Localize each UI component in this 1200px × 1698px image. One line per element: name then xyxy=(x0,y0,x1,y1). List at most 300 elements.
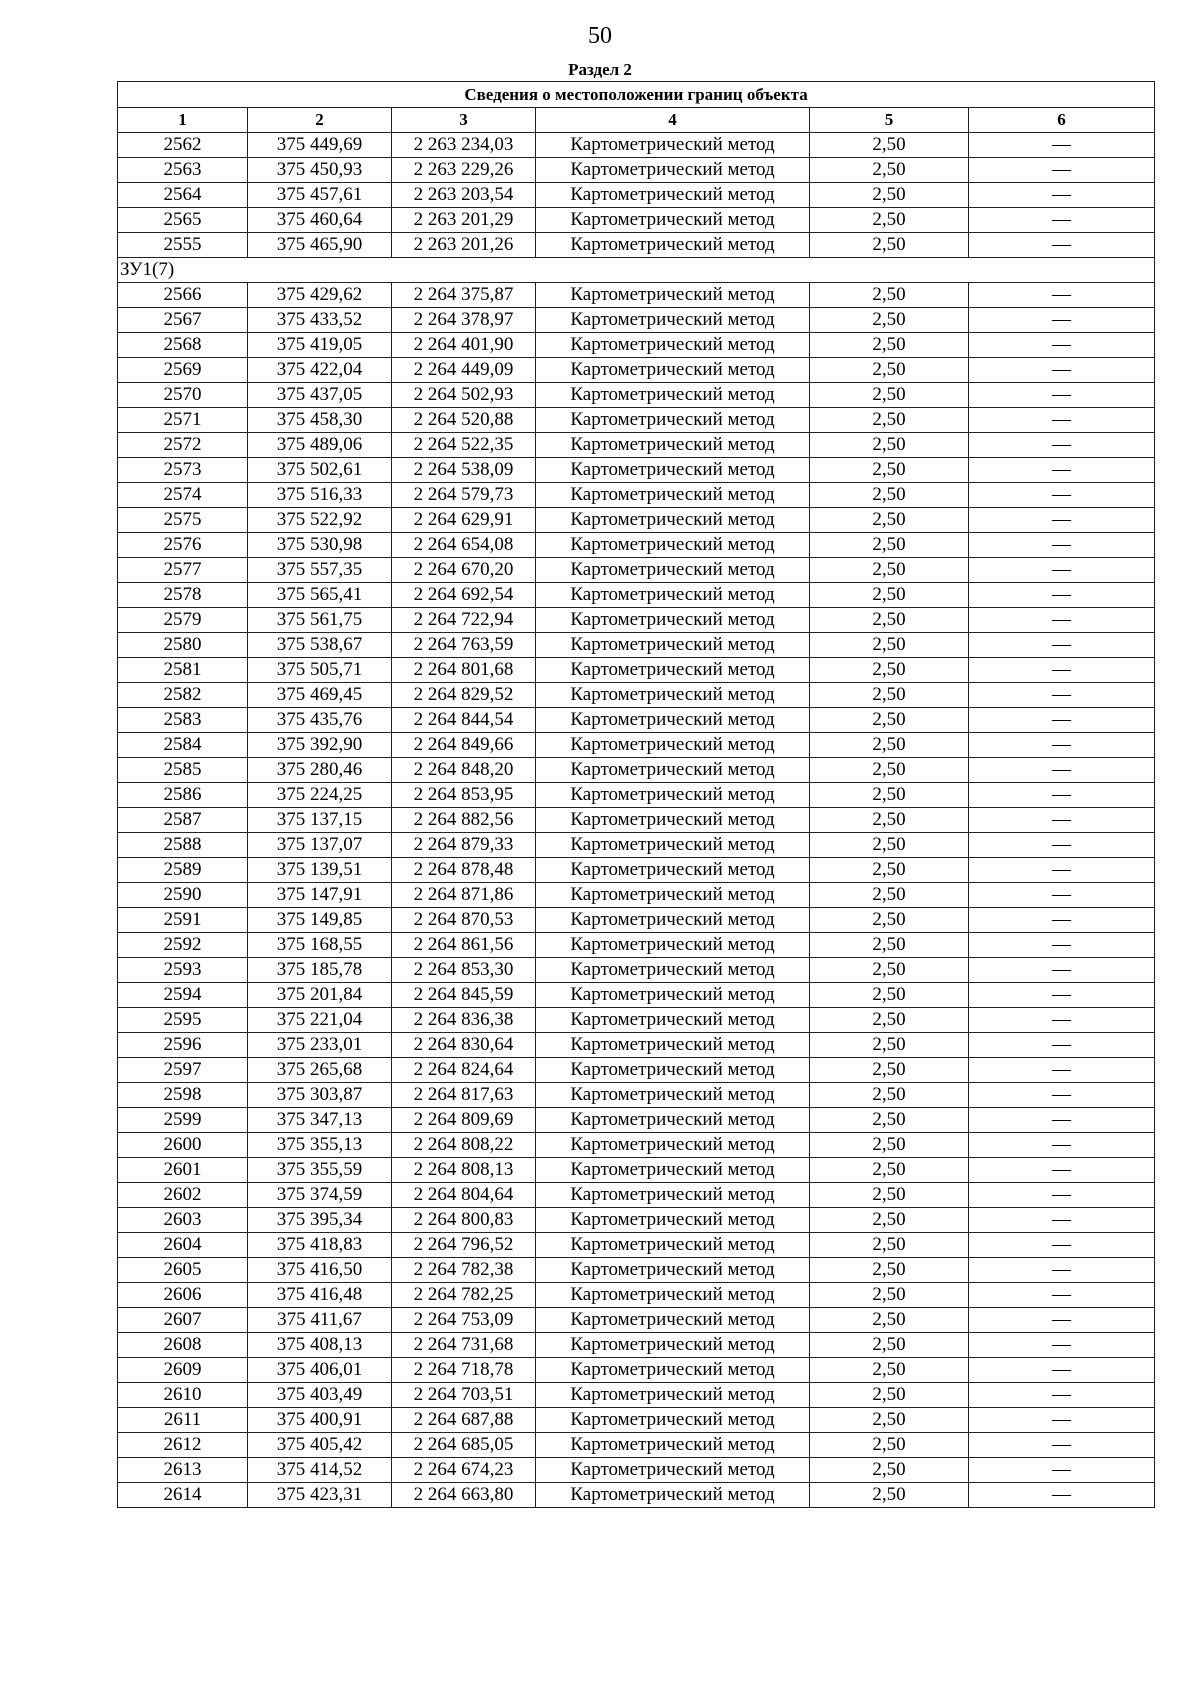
column-header-row xyxy=(118,108,1155,133)
x-coordinate-cell: 375 418,83 xyxy=(248,1233,392,1258)
precision-cell: 2,50 xyxy=(810,1008,969,1033)
method-cell: Картометрический метод xyxy=(536,433,810,458)
boundary-table xyxy=(117,81,1155,1508)
y-coordinate-cell: 2 263 203,54 xyxy=(392,183,536,208)
method-cell: Картометрический метод xyxy=(536,908,810,933)
table-row xyxy=(118,783,1155,808)
y-coordinate-cell: 2 264 882,56 xyxy=(392,808,536,833)
point-number-cell: 2588 xyxy=(118,833,248,858)
point-number-cell: 2592 xyxy=(118,933,248,958)
x-coordinate-cell: 375 538,67 xyxy=(248,633,392,658)
table-row xyxy=(118,333,1155,358)
method-cell: Картометрический метод xyxy=(536,358,810,383)
note-cell: — xyxy=(969,608,1155,633)
note-cell: — xyxy=(969,208,1155,233)
precision-cell: 2,50 xyxy=(810,233,969,258)
point-number-cell: 2565 xyxy=(118,208,248,233)
point-number-cell: 2584 xyxy=(118,733,248,758)
note-cell: — xyxy=(969,283,1155,308)
table-row xyxy=(118,133,1155,158)
table-row xyxy=(118,708,1155,733)
table-row xyxy=(118,683,1155,708)
precision-cell: 2,50 xyxy=(810,1308,969,1333)
point-number-cell: 2601 xyxy=(118,1158,248,1183)
x-coordinate-cell: 375 411,67 xyxy=(248,1308,392,1333)
point-number-cell: 2600 xyxy=(118,1133,248,1158)
point-number-cell: 2596 xyxy=(118,1033,248,1058)
table-row xyxy=(118,933,1155,958)
column-header: 6 xyxy=(969,108,1155,133)
y-coordinate-cell: 2 264 520,88 xyxy=(392,408,536,433)
table-row xyxy=(118,983,1155,1008)
y-coordinate-cell: 2 264 401,90 xyxy=(392,333,536,358)
table-row xyxy=(118,658,1155,683)
precision-cell: 2,50 xyxy=(810,883,969,908)
x-coordinate-cell: 375 168,55 xyxy=(248,933,392,958)
table-row xyxy=(118,1283,1155,1308)
method-cell: Картометрический метод xyxy=(536,883,810,908)
method-cell: Картометрический метод xyxy=(536,458,810,483)
y-coordinate-cell: 2 264 782,38 xyxy=(392,1258,536,1283)
table-caption-row xyxy=(118,82,1155,108)
precision-cell: 2,50 xyxy=(810,1333,969,1358)
x-coordinate-cell: 375 489,06 xyxy=(248,433,392,458)
x-coordinate-cell: 375 557,35 xyxy=(248,558,392,583)
note-cell: — xyxy=(969,1458,1155,1483)
precision-cell: 2,50 xyxy=(810,1083,969,1108)
method-cell: Картометрический метод xyxy=(536,1283,810,1308)
note-cell: — xyxy=(969,1058,1155,1083)
table-row xyxy=(118,1083,1155,1108)
note-cell: — xyxy=(969,408,1155,433)
x-coordinate-cell: 375 137,15 xyxy=(248,808,392,833)
x-coordinate-cell: 375 405,42 xyxy=(248,1433,392,1458)
precision-cell: 2,50 xyxy=(810,308,969,333)
precision-cell: 2,50 xyxy=(810,758,969,783)
x-coordinate-cell: 375 429,62 xyxy=(248,283,392,308)
note-cell: — xyxy=(969,333,1155,358)
table-row xyxy=(118,1008,1155,1033)
precision-cell: 2,50 xyxy=(810,983,969,1008)
table-row xyxy=(118,508,1155,533)
column-header: 1 xyxy=(118,108,248,133)
table-row xyxy=(118,1033,1155,1058)
y-coordinate-cell: 2 264 879,33 xyxy=(392,833,536,858)
method-cell: Картометрический метод xyxy=(536,208,810,233)
x-coordinate-cell: 375 416,48 xyxy=(248,1283,392,1308)
note-cell: — xyxy=(969,683,1155,708)
point-number-cell: 2598 xyxy=(118,1083,248,1108)
precision-cell: 2,50 xyxy=(810,1433,969,1458)
x-coordinate-cell: 375 221,04 xyxy=(248,1008,392,1033)
method-cell: Картометрический метод xyxy=(536,1058,810,1083)
table-row xyxy=(118,1208,1155,1233)
group-label: ЗУ1(7) xyxy=(118,258,1155,283)
y-coordinate-cell: 2 264 853,95 xyxy=(392,783,536,808)
y-coordinate-cell: 2 264 824,64 xyxy=(392,1058,536,1083)
point-number-cell: 2614 xyxy=(118,1483,248,1508)
y-coordinate-cell: 2 264 848,20 xyxy=(392,758,536,783)
table-row xyxy=(118,883,1155,908)
method-cell: Картометрический метод xyxy=(536,133,810,158)
point-number-cell: 2609 xyxy=(118,1358,248,1383)
x-coordinate-cell: 375 201,84 xyxy=(248,983,392,1008)
note-cell: — xyxy=(969,383,1155,408)
point-number-cell: 2569 xyxy=(118,358,248,383)
note-cell: — xyxy=(969,1408,1155,1433)
precision-cell: 2,50 xyxy=(810,458,969,483)
table-row xyxy=(118,1058,1155,1083)
precision-cell: 2,50 xyxy=(810,133,969,158)
point-number-cell: 2604 xyxy=(118,1233,248,1258)
point-number-cell: 2578 xyxy=(118,583,248,608)
y-coordinate-cell: 2 264 687,88 xyxy=(392,1408,536,1433)
section-title: Раздел 2 xyxy=(568,60,632,79)
y-coordinate-cell: 2 264 538,09 xyxy=(392,458,536,483)
x-coordinate-cell: 375 458,30 xyxy=(248,408,392,433)
x-coordinate-cell: 375 406,01 xyxy=(248,1358,392,1383)
method-cell: Картометрический метод xyxy=(536,483,810,508)
table-row xyxy=(118,1383,1155,1408)
precision-cell: 2,50 xyxy=(810,1383,969,1408)
table-row xyxy=(118,533,1155,558)
x-coordinate-cell: 375 355,13 xyxy=(248,1133,392,1158)
note-cell: — xyxy=(969,1333,1155,1358)
x-coordinate-cell: 375 419,05 xyxy=(248,333,392,358)
precision-cell: 2,50 xyxy=(810,1108,969,1133)
precision-cell: 2,50 xyxy=(810,208,969,233)
point-number-cell: 2568 xyxy=(118,333,248,358)
point-number-cell: 2595 xyxy=(118,1008,248,1033)
x-coordinate-cell: 375 530,98 xyxy=(248,533,392,558)
x-coordinate-cell: 375 392,90 xyxy=(248,733,392,758)
table-row xyxy=(118,408,1155,433)
precision-cell: 2,50 xyxy=(810,1233,969,1258)
note-cell: — xyxy=(969,508,1155,533)
y-coordinate-cell: 2 264 522,35 xyxy=(392,433,536,458)
x-coordinate-cell: 375 224,25 xyxy=(248,783,392,808)
x-coordinate-cell: 375 502,61 xyxy=(248,458,392,483)
x-coordinate-cell: 375 149,85 xyxy=(248,908,392,933)
point-number-cell: 2610 xyxy=(118,1383,248,1408)
precision-cell: 2,50 xyxy=(810,483,969,508)
y-coordinate-cell: 2 264 800,83 xyxy=(392,1208,536,1233)
precision-cell: 2,50 xyxy=(810,858,969,883)
column-header: 5 xyxy=(810,108,969,133)
table-row xyxy=(118,1108,1155,1133)
precision-cell: 2,50 xyxy=(810,508,969,533)
column-header: 2 xyxy=(248,108,392,133)
point-number-cell: 2594 xyxy=(118,983,248,1008)
point-number-cell: 2571 xyxy=(118,408,248,433)
y-coordinate-cell: 2 263 229,26 xyxy=(392,158,536,183)
x-coordinate-cell: 375 449,69 xyxy=(248,133,392,158)
note-cell: — xyxy=(969,233,1155,258)
precision-cell: 2,50 xyxy=(810,408,969,433)
method-cell: Картометрический метод xyxy=(536,1208,810,1233)
precision-cell: 2,50 xyxy=(810,333,969,358)
column-header: 4 xyxy=(536,108,810,133)
point-number-cell: 2611 xyxy=(118,1408,248,1433)
point-number-cell: 2606 xyxy=(118,1283,248,1308)
table-row xyxy=(118,908,1155,933)
method-cell: Картометрический метод xyxy=(536,1033,810,1058)
table-row xyxy=(118,1133,1155,1158)
point-number-cell: 2590 xyxy=(118,883,248,908)
y-coordinate-cell: 2 264 703,51 xyxy=(392,1383,536,1408)
table-row xyxy=(118,1333,1155,1358)
table-row xyxy=(118,1308,1155,1333)
x-coordinate-cell: 375 423,31 xyxy=(248,1483,392,1508)
method-cell: Картометрический метод xyxy=(536,508,810,533)
note-cell: — xyxy=(969,958,1155,983)
method-cell: Картометрический метод xyxy=(536,708,810,733)
note-cell: — xyxy=(969,1258,1155,1283)
y-coordinate-cell: 2 264 796,52 xyxy=(392,1233,536,1258)
x-coordinate-cell: 375 414,52 xyxy=(248,1458,392,1483)
note-cell: — xyxy=(969,633,1155,658)
y-coordinate-cell: 2 264 861,56 xyxy=(392,933,536,958)
y-coordinate-cell: 2 264 845,59 xyxy=(392,983,536,1008)
method-cell: Картометрический метод xyxy=(536,1383,810,1408)
method-cell: Картометрический метод xyxy=(536,933,810,958)
precision-cell: 2,50 xyxy=(810,558,969,583)
precision-cell: 2,50 xyxy=(810,783,969,808)
point-number-cell: 2576 xyxy=(118,533,248,558)
note-cell: — xyxy=(969,1383,1155,1408)
y-coordinate-cell: 2 264 870,53 xyxy=(392,908,536,933)
y-coordinate-cell: 2 264 804,64 xyxy=(392,1183,536,1208)
table-row xyxy=(118,233,1155,258)
precision-cell: 2,50 xyxy=(810,1033,969,1058)
point-number-cell: 2581 xyxy=(118,658,248,683)
note-cell: — xyxy=(969,483,1155,508)
table-row xyxy=(118,558,1155,583)
method-cell: Картометрический метод xyxy=(536,308,810,333)
column-header: 3 xyxy=(392,108,536,133)
x-coordinate-cell: 375 465,90 xyxy=(248,233,392,258)
precision-cell: 2,50 xyxy=(810,1058,969,1083)
y-coordinate-cell: 2 264 685,05 xyxy=(392,1433,536,1458)
point-number-cell: 2587 xyxy=(118,808,248,833)
table-row xyxy=(118,358,1155,383)
y-coordinate-cell: 2 264 378,97 xyxy=(392,308,536,333)
table-row xyxy=(118,1158,1155,1183)
precision-cell: 2,50 xyxy=(810,1283,969,1308)
table-row xyxy=(118,1258,1155,1283)
x-coordinate-cell: 375 437,05 xyxy=(248,383,392,408)
precision-cell: 2,50 xyxy=(810,1458,969,1483)
table-row xyxy=(118,808,1155,833)
table-row xyxy=(118,633,1155,658)
precision-cell: 2,50 xyxy=(810,1133,969,1158)
note-cell: — xyxy=(969,583,1155,608)
table-row xyxy=(118,483,1155,508)
precision-cell: 2,50 xyxy=(810,908,969,933)
y-coordinate-cell: 2 264 763,59 xyxy=(392,633,536,658)
precision-cell: 2,50 xyxy=(810,383,969,408)
method-cell: Картометрический метод xyxy=(536,1258,810,1283)
precision-cell: 2,50 xyxy=(810,1408,969,1433)
precision-cell: 2,50 xyxy=(810,633,969,658)
x-coordinate-cell: 375 561,75 xyxy=(248,608,392,633)
note-cell: — xyxy=(969,1133,1155,1158)
note-cell: — xyxy=(969,933,1155,958)
x-coordinate-cell: 375 137,07 xyxy=(248,833,392,858)
x-coordinate-cell: 375 416,50 xyxy=(248,1258,392,1283)
method-cell: Картометрический метод xyxy=(536,1433,810,1458)
table-row xyxy=(118,833,1155,858)
note-cell: — xyxy=(969,758,1155,783)
method-cell: Картометрический метод xyxy=(536,1008,810,1033)
y-coordinate-cell: 2 264 629,91 xyxy=(392,508,536,533)
x-coordinate-cell: 375 460,64 xyxy=(248,208,392,233)
precision-cell: 2,50 xyxy=(810,533,969,558)
method-cell: Картометрический метод xyxy=(536,1308,810,1333)
point-number-cell: 2566 xyxy=(118,283,248,308)
y-coordinate-cell: 2 264 670,20 xyxy=(392,558,536,583)
table-row xyxy=(118,608,1155,633)
x-coordinate-cell: 375 516,33 xyxy=(248,483,392,508)
method-cell: Картометрический метод xyxy=(536,1483,810,1508)
method-cell: Картометрический метод xyxy=(536,1333,810,1358)
note-cell: — xyxy=(969,783,1155,808)
precision-cell: 2,50 xyxy=(810,1158,969,1183)
note-cell: — xyxy=(969,658,1155,683)
x-coordinate-cell: 375 347,13 xyxy=(248,1108,392,1133)
x-coordinate-cell: 375 469,45 xyxy=(248,683,392,708)
note-cell: — xyxy=(969,133,1155,158)
precision-cell: 2,50 xyxy=(810,708,969,733)
note-cell: — xyxy=(969,308,1155,333)
precision-cell: 2,50 xyxy=(810,833,969,858)
point-number-cell: 2608 xyxy=(118,1333,248,1358)
table-row xyxy=(118,583,1155,608)
table-row xyxy=(118,733,1155,758)
point-number-cell: 2575 xyxy=(118,508,248,533)
table-row xyxy=(118,308,1155,333)
y-coordinate-cell: 2 264 654,08 xyxy=(392,533,536,558)
table-row xyxy=(118,1408,1155,1433)
precision-cell: 2,50 xyxy=(810,933,969,958)
note-cell: — xyxy=(969,983,1155,1008)
x-coordinate-cell: 375 303,87 xyxy=(248,1083,392,1108)
note-cell: — xyxy=(969,533,1155,558)
table-body xyxy=(118,133,1155,1508)
point-number-cell: 2597 xyxy=(118,1058,248,1083)
method-cell: Картометрический метод xyxy=(536,1358,810,1383)
method-cell: Картометрический метод xyxy=(536,1233,810,1258)
precision-cell: 2,50 xyxy=(810,608,969,633)
note-cell: — xyxy=(969,458,1155,483)
y-coordinate-cell: 2 264 878,48 xyxy=(392,858,536,883)
note-cell: — xyxy=(969,1008,1155,1033)
method-cell: Картометрический метод xyxy=(536,233,810,258)
note-cell: — xyxy=(969,1233,1155,1258)
table-row xyxy=(118,1183,1155,1208)
x-coordinate-cell: 375 233,01 xyxy=(248,1033,392,1058)
x-coordinate-cell: 375 400,91 xyxy=(248,1408,392,1433)
y-coordinate-cell: 2 264 829,52 xyxy=(392,683,536,708)
point-number-cell: 2579 xyxy=(118,608,248,633)
note-cell: — xyxy=(969,1483,1155,1508)
point-number-cell: 2567 xyxy=(118,308,248,333)
precision-cell: 2,50 xyxy=(810,733,969,758)
method-cell: Картометрический метод xyxy=(536,1458,810,1483)
y-coordinate-cell: 2 264 782,25 xyxy=(392,1283,536,1308)
table-row xyxy=(118,383,1155,408)
precision-cell: 2,50 xyxy=(810,1258,969,1283)
point-number-cell: 2564 xyxy=(118,183,248,208)
table-row xyxy=(118,1233,1155,1258)
y-coordinate-cell: 2 264 718,78 xyxy=(392,1358,536,1383)
y-coordinate-cell: 2 264 502,93 xyxy=(392,383,536,408)
method-cell: Картометрический метод xyxy=(536,558,810,583)
y-coordinate-cell: 2 264 663,80 xyxy=(392,1483,536,1508)
table-row xyxy=(118,458,1155,483)
note-cell: — xyxy=(969,1208,1155,1233)
table-row xyxy=(118,283,1155,308)
y-coordinate-cell: 2 264 801,68 xyxy=(392,658,536,683)
x-coordinate-cell: 375 435,76 xyxy=(248,708,392,733)
y-coordinate-cell: 2 263 201,26 xyxy=(392,233,536,258)
y-coordinate-cell: 2 263 234,03 xyxy=(392,133,536,158)
point-number-cell: 2599 xyxy=(118,1108,248,1133)
x-coordinate-cell: 375 408,13 xyxy=(248,1333,392,1358)
note-cell: — xyxy=(969,858,1155,883)
note-cell: — xyxy=(969,1158,1155,1183)
table-row xyxy=(118,1483,1155,1508)
note-cell: — xyxy=(969,833,1155,858)
y-coordinate-cell: 2 264 722,94 xyxy=(392,608,536,633)
method-cell: Картометрический метод xyxy=(536,633,810,658)
precision-cell: 2,50 xyxy=(810,658,969,683)
x-coordinate-cell: 375 457,61 xyxy=(248,183,392,208)
note-cell: — xyxy=(969,1183,1155,1208)
point-number-cell: 2603 xyxy=(118,1208,248,1233)
y-coordinate-cell: 2 264 808,22 xyxy=(392,1133,536,1158)
method-cell: Картометрический метод xyxy=(536,283,810,308)
precision-cell: 2,50 xyxy=(810,183,969,208)
y-coordinate-cell: 2 264 871,86 xyxy=(392,883,536,908)
method-cell: Картометрический метод xyxy=(536,833,810,858)
y-coordinate-cell: 2 264 674,23 xyxy=(392,1458,536,1483)
precision-cell: 2,50 xyxy=(810,433,969,458)
y-coordinate-cell: 2 264 449,09 xyxy=(392,358,536,383)
precision-cell: 2,50 xyxy=(810,283,969,308)
precision-cell: 2,50 xyxy=(810,1358,969,1383)
y-coordinate-cell: 2 264 375,87 xyxy=(392,283,536,308)
note-cell: — xyxy=(969,708,1155,733)
point-number-cell: 2555 xyxy=(118,233,248,258)
note-cell: — xyxy=(969,808,1155,833)
note-cell: — xyxy=(969,158,1155,183)
note-cell: — xyxy=(969,1083,1155,1108)
note-cell: — xyxy=(969,558,1155,583)
point-number-cell: 2589 xyxy=(118,858,248,883)
method-cell: Картометрический метод xyxy=(536,808,810,833)
point-number-cell: 2613 xyxy=(118,1458,248,1483)
y-coordinate-cell: 2 264 809,69 xyxy=(392,1108,536,1133)
table-row xyxy=(118,858,1155,883)
point-number-cell: 2563 xyxy=(118,158,248,183)
point-number-cell: 2602 xyxy=(118,1183,248,1208)
note-cell: — xyxy=(969,1358,1155,1383)
point-number-cell: 2574 xyxy=(118,483,248,508)
point-number-cell: 2586 xyxy=(118,783,248,808)
x-coordinate-cell: 375 433,52 xyxy=(248,308,392,333)
x-coordinate-cell: 375 395,34 xyxy=(248,1208,392,1233)
